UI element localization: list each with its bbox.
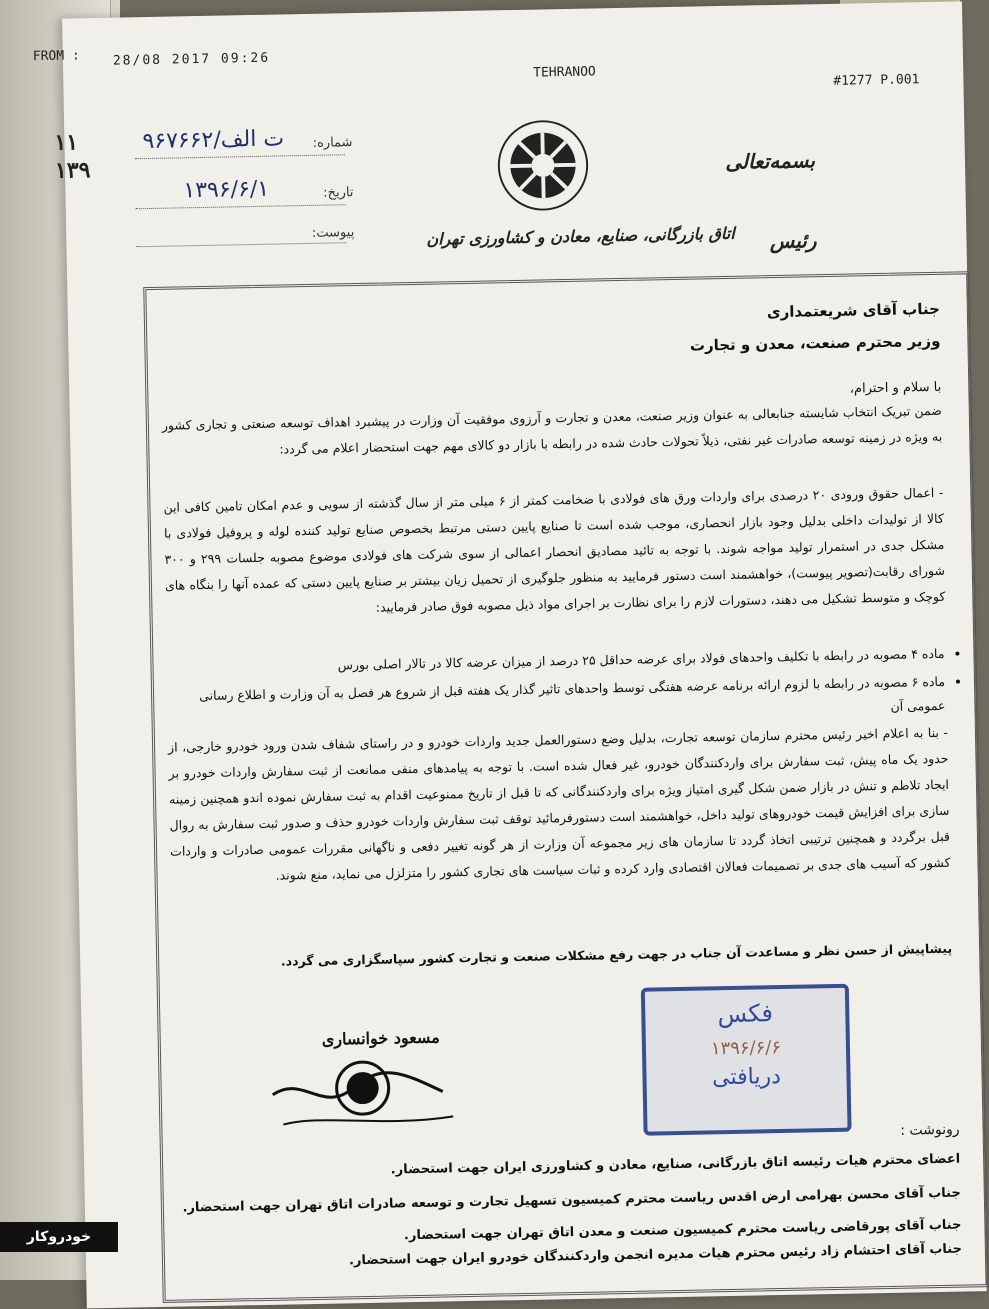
cc-label: رونوشت : [900, 1121, 960, 1139]
stamp-received-label: دریافتی [711, 1064, 782, 1091]
addressee: جناب آقای شریعتمداری [766, 299, 940, 322]
cc-line: جناب آقای پورقاضی ریاست محترم کمیسیون صنعت و معدن اتاق تهران جهت استحضار. [403, 1217, 962, 1244]
number-label: شماره: [312, 135, 353, 151]
stamp-date: ۱۳۹۶/۶/۶ [710, 1037, 782, 1060]
handwritten-date: ۱۳۹۶/۶/۱ [183, 176, 270, 204]
date-dotline [136, 203, 346, 209]
date-label: تاریخ: [323, 185, 354, 201]
fax-datetime: 28/08 2017 09:26 [112, 50, 271, 69]
fax-page-number: #1277 P.001 [833, 72, 920, 89]
cc-line: جناب آقای احتشام زاد رئیس محترم هیات مدیره انجمن واردکنندگان خودرو ایران جهت استحضار. [348, 1241, 963, 1269]
addressee-title: وزیر محترم صنعت، معدن و تجارت [689, 331, 941, 355]
paragraph-steel: - اعمال حقوق ورودی ۲۰ درصدی برای واردات ورق های فولادی با ضخامت کمتر از ۶ میلی متر از سال گذشته از سویی و عدم امکان تامین کافی این کالا از تولیدات داخلی بدلیل وجود بازار انحصاری، موجب شده است تا صنایع پایین دستی مرتبط بخصوص صنایع تولید کننده لوله و پروفیل فولادی با مشکل جدی در استمرار تولید مواجه شوند. با توجه به تائید مصادیق انحصار اعمالی از سوی شرکت های فولادی موضوع مصوبه جلسات ۲۹۹ و ۳۰۰ شورای رقابت(تصویر پیوست)، خواهشمند است دستور فرمایید به منظور جلوگیری از تحمیل زیان بیشتر بر صنایع پایین دستی که عمده آنها را بنگاه های کوچک و متوسط تشکیل می دهند، دستورات لازم را برای نظارت بر اجرای مواد ذیل مصوبه فوق صادر فرمایید: [163, 484, 946, 615]
cc-line: اعضای محترم هیات رئیسه اتاق بازرگانی، صنایع، معادن و کشاورزی ایران جهت استحضار. [390, 1151, 961, 1178]
fax-city: TEHRANOO [533, 64, 596, 81]
letter-title: رئیس [769, 228, 817, 254]
list-item: • ماده ۴ مصوبه در رابطه با تکلیف واحدهای فولاد برای عرضه حداقل ۲۵ درصد از میزان عرضه کالا در تالار اصلی بورس [184, 642, 944, 681]
number-dotline [135, 153, 345, 159]
watermark-logo: خودروکار [0, 1222, 118, 1252]
attachment-dotline [136, 241, 346, 247]
cc-line: جناب آقای محسن بهرامی ارض اقدس ریاست محترم کمیسیون تسهیل تجارت و توسعه صادرات اتاق تهران جهت استحضار. [182, 1185, 961, 1216]
org-name: اتاق بازرگانی، صنایع، معادن و کشاورزی تهران [426, 223, 735, 249]
bismillah: بسمه‌تعالی [724, 148, 816, 174]
signature-seal-icon [262, 1031, 464, 1145]
paragraph-cars: - بنا به اعلام اخیر رئیس محترم سازمان توسعه تجارت، بدلیل وضع دستورالعمل جدید واردات خودرو و در راستای شفاف شدن ورود خودرو خارجی، از حدود یک ماه پیش، ثبت سفارش برای واردکنندگان خودرو، غیر فعال شده است. با توجه به پیامدهای منفی ممانعت از ثبت سفارش واردات خودرو بر ایجاد تلاطم و تنش در بازار ضمن شکل گیری امتیاز ویژه برای واردکنندگانی که تا قبل از تاریخ ممنوعیت اقدام به ثبت سفارش نموده اندو همچنین زمینه سازی برای افزایش قیمت خودروهای تولید داخل، خواهشمند است دستورفرمائید توقف ثبت سفارش واردات خودرو حذف و صدور ثبت سفارش به روال قبل برگردد و همچنین ترتیبی اتخاذ گردد تا سازمان های زیر مجموعه آن وزارت از هر گونه تغییر دفعی و ناگهانی مقررات عمومی صادرات و واردات کشور که آسیب های جدی بر تصمیمات فعالان اقتصادی وارد کرده و ثبات سیاست های تجاری کشور را متزلزل می نماید، منع شوند. [167, 724, 951, 883]
paragraph-intro: ضمن تبریک انتخاب شایسته جنابعالی به عنوان وزیر صنعت، معدن و تجارت و آرزوی موفقیت آن وزارت در پیشبرد اهداف توسعه صنعتی و تجاری کشور به ویژه در زمینه توسعه صادرات غیر نفتی، ذیلاً تحولات حادث شده در رابطه با بازار دو کالای مهم جهت استحضار اعلام می گردد: [161, 402, 943, 457]
fax-from: FROM : [32, 48, 80, 65]
fax-received-stamp [641, 984, 852, 1136]
paragraph-closing: پیشاپیش از حسن نظر و مساعدت آن جناب در جهت رفع مشکلات صنعت و تجارت کشور سپاسگزاری می گردد. [280, 940, 953, 969]
left-margin-number: ۱۱ ۱۳۹ [54, 129, 91, 184]
greeting: با سلام و احترام، [849, 379, 942, 397]
handwritten-number: ۹۶۷۶۶۲/ت الف [142, 126, 285, 155]
stamp-fax-label: فکس [717, 999, 774, 1029]
attachment-label: پیوست: [311, 225, 355, 241]
chamber-logo-icon [494, 117, 592, 215]
list-item: • ماده ۶ مصوبه در رابطه با لزوم ارائه برنامه عرضه هفتگی توسط واحدهای تاثیر گذار یک هفته قبل از شروع هر فصل به آن وزارت و اطلاع رسانی عمومی آن [185, 670, 946, 733]
signer-name: مسعود خوانساری [321, 1027, 440, 1049]
